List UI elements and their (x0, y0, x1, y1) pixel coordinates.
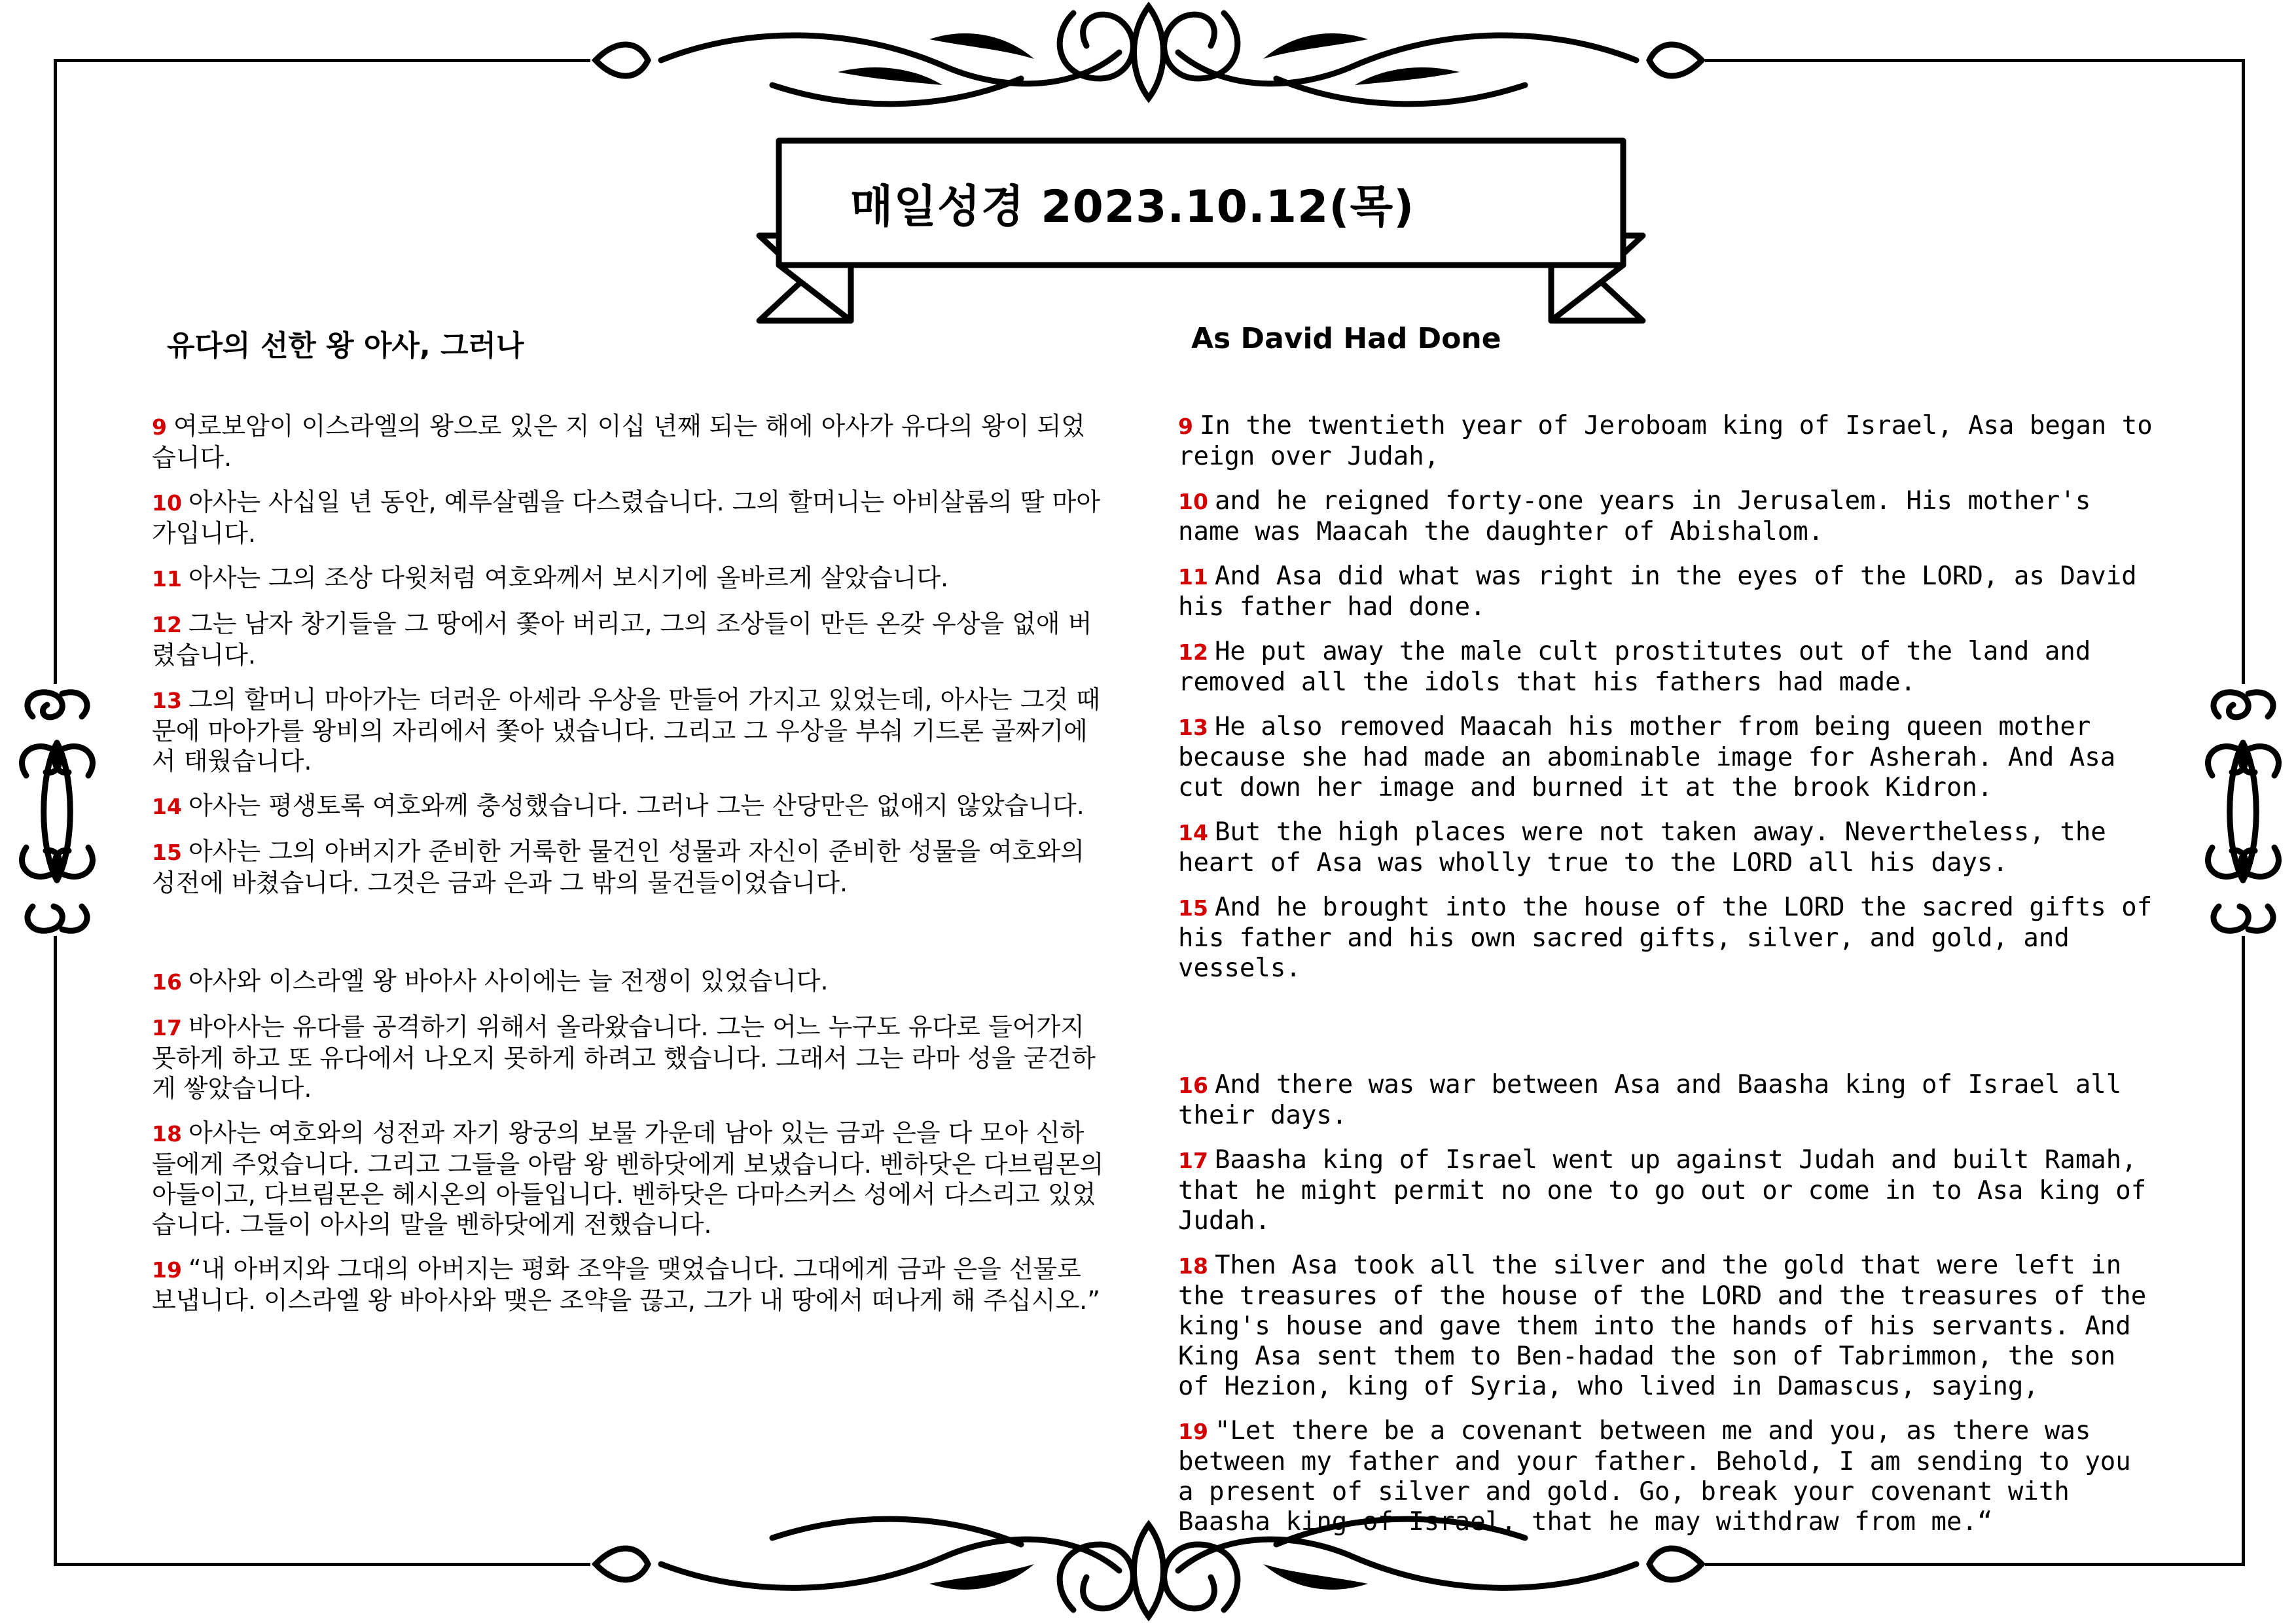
verse-number: 17 (152, 1015, 182, 1041)
verse-text: and he reigned forty-one years in Jerusalem. His mother's name was Maacah the daughter of Abishalom. (1178, 486, 2091, 546)
verse-number: 13 (152, 688, 182, 713)
verse-en-16 (1178, 1070, 2160, 1131)
verse-number: 10 (152, 490, 182, 516)
frame-top-left (54, 59, 590, 62)
verse-number: 19 (152, 1257, 182, 1283)
verse-number: 17 (1178, 1148, 1208, 1173)
verse-ko-19 (152, 1254, 1107, 1315)
top-flourish-ornament (576, 0, 1721, 124)
verse-number: 10 (1178, 489, 1208, 514)
verse-number: 13 (1178, 715, 1208, 740)
verse-text: He put away the male cult prostitutes out of the land and removed all the idols that his fathers had made. (1178, 637, 2091, 697)
verse-en-15 (1178, 893, 2160, 984)
verse-number: 16 (1178, 1073, 1208, 1098)
verse-text: 그는 남자 창기들을 그 땅에서 쫓아 버리고, 그의 조상들이 만든 온갖 우상을 없애 버렸습니다. (152, 609, 1092, 669)
verse-en-13 (1178, 712, 2160, 803)
section-spacer (1178, 998, 2160, 1070)
verse-ko-16 (152, 966, 1107, 997)
verse-text: 아사는 그의 조상 다윗처럼 여호와께서 보시기에 올바르게 살았습니다. (188, 563, 949, 592)
verse-ko-18 (152, 1118, 1107, 1240)
verse-ko-10 (152, 487, 1107, 548)
verse-text: Baasha king of Israel went up against Judah and built Ramah, that he might permit no one to go out or come in to Asa king of Judah. (1178, 1145, 2147, 1236)
verse-ko-17 (152, 1012, 1107, 1103)
verse-number: 15 (152, 840, 182, 865)
verse-text: “내 아버지와 그대의 아버지는 평화 조약을 맺었습니다. 그대에게 금과 은을 선물로 보냅니다. 이스라엘 왕 바아사와 맺은 조약을 끊고, 그가 내 땅에서 떠나게 해 주십시오.” (152, 1255, 1100, 1315)
verse-number: 9 (152, 414, 167, 440)
frame-bottom-left (54, 1563, 590, 1566)
verse-number: 14 (152, 794, 182, 819)
verse-text: "Let there be a covenant between me and you, as there was between my father and your father. Behold, I am sending to you a present of silver and gold. Go, break your covenant with Baasha king of Israel, that he may withdraw from me.“ (1178, 1416, 2131, 1537)
verse-text: 아사는 그의 아버지가 준비한 거룩한 물건인 성물과 자신이 준비한 성물을 여호와의 성전에 바쳤습니다. 그것은 금과 은과 그 밖의 물건들이었습니다. (152, 837, 1085, 897)
frame-right-top (2242, 59, 2245, 684)
verse-text: 아사는 여호와의 성전과 자기 왕궁의 보물 가운데 남아 있는 금과 은을 다 모아 신하들에게 주었습니다. 그리고 그들을 아람 왕 벤하닷에게 보냈습니다. 벤하닷은 다브림몬의 아들이고, 다브림몬은 헤시온의 아들입니다. 벤하닷은 다마스커스 성에서 다스리고 있었습니다. 그들이 아사의 말을 벤하닷에게 전했습니다. (152, 1118, 1104, 1239)
verse-text: In the twentieth year of Jeroboam king of Israel, Asa began to reign over Judah, (1178, 411, 2153, 471)
verse-text: 바아사는 유다를 공격하기 위해서 올라왔습니다. 그는 어느 누구도 유다로 들어가지 못하게 하고 또 유다에서 나오지 못하게 하려고 했습니다. 그래서 그는 라마 성을 굳건하게 쌓았습니다. (152, 1012, 1096, 1103)
verse-number: 12 (1178, 639, 1208, 665)
verse-text: 여로보암이 이스라엘의 왕으로 있은 지 이십 년째 되는 해에 아사가 유다의 왕이 되었습니다. (152, 412, 1085, 472)
frame-bottom-right (1705, 1563, 2245, 1566)
verse-text: And there was war between Asa and Baasha king of Israel all their days. (1178, 1070, 2122, 1130)
verse-ko-12 (152, 609, 1107, 670)
verse-text: 그의 할머니 마아가는 더러운 아세라 우상을 만들어 가지고 있었는데, 아사는 그것 때문에 마아가를 왕비의 자리에서 쫓아 냈습니다. 그리고 그 우상을 부숴 기드론 골짜기에서 태웠습니다. (152, 685, 1100, 776)
frame-left-top (54, 59, 57, 684)
verse-text: 아사는 사십일 년 동안, 예루살렘을 다스렸습니다. 그의 할머니는 아비살롬의 딸 마아가입니다. (152, 488, 1100, 548)
verse-en-14 (1178, 817, 2160, 878)
verse-number: 18 (152, 1121, 182, 1147)
verse-number: 14 (1178, 820, 1208, 846)
verse-en-17 (1178, 1145, 2160, 1236)
english-passage-heading: As David Had Done (1191, 322, 1501, 355)
verse-text: But the high places were not taken away. Nevertheless, the heart of Asa was wholly true to the LORD all his days. (1178, 817, 2106, 878)
left-side-ornament (13, 677, 101, 946)
frame-right-bottom (2242, 936, 2245, 1566)
verse-text: 아사는 평생토록 여호와께 충성했습니다. 그러나 그는 산당만은 없애지 않았습니다. (188, 791, 1085, 820)
verse-number: 12 (152, 612, 182, 637)
verse-en-19 (1178, 1416, 2160, 1537)
verse-number: 15 (1178, 895, 1208, 921)
verse-ko-14 (152, 791, 1107, 822)
verse-text: Then Asa took all the silver and the gold that were left in the treasures of the house of the LORD and the treasures of the king's house and gave them into the hands of his servants. And King Asa sent them to Ben-hadad the son of Tabrimmon, the son of Hezion, king of Syria, who lived in Damascus, saying, (1178, 1251, 2147, 1401)
verse-text: And he brought into the house of the LORD the sacred gifts of his father and his own sacred gifts, silver, and gold, and vessels. (1178, 893, 2153, 983)
verse-number: 19 (1178, 1419, 1208, 1444)
verse-number: 9 (1178, 414, 1193, 439)
right-side-ornament (2199, 677, 2287, 946)
verse-number: 11 (1178, 564, 1208, 590)
page-title: 매일성경 2023.10.12(목) (850, 181, 1415, 233)
verse-number: 18 (1178, 1253, 1208, 1279)
verse-ko-11 (152, 563, 1107, 594)
verse-en-12 (1178, 637, 2160, 698)
verse-en-10 (1178, 486, 2160, 547)
verse-en-9 (1178, 411, 2160, 472)
frame-top-right (1705, 59, 2245, 62)
verse-ko-13 (152, 685, 1107, 776)
verse-text: And Asa did what was right in the eyes of the LORD, as David his father had done. (1178, 562, 2137, 622)
section-spacer (152, 912, 1107, 966)
verse-number: 16 (152, 969, 182, 995)
korean-text-column (152, 411, 1107, 1330)
korean-passage-heading: 유다의 선한 왕 아사, 그러나 (167, 329, 524, 363)
verse-text: He also removed Maacah his mother from being queen mother because she had made an abominable image for Asherah. And Asa cut down her image and burned it at the brook Kidron. (1178, 712, 2116, 802)
verse-ko-15 (152, 836, 1107, 898)
english-text-column (1178, 411, 2160, 1552)
verse-en-18 (1178, 1251, 2160, 1402)
verse-number: 11 (152, 566, 182, 592)
verse-en-11 (1178, 562, 2160, 622)
frame-left-bottom (54, 936, 57, 1566)
verse-ko-9 (152, 411, 1107, 473)
verse-text: 아사와 이스라엘 왕 바아사 사이에는 늘 전쟁이 있었습니다. (188, 967, 829, 995)
